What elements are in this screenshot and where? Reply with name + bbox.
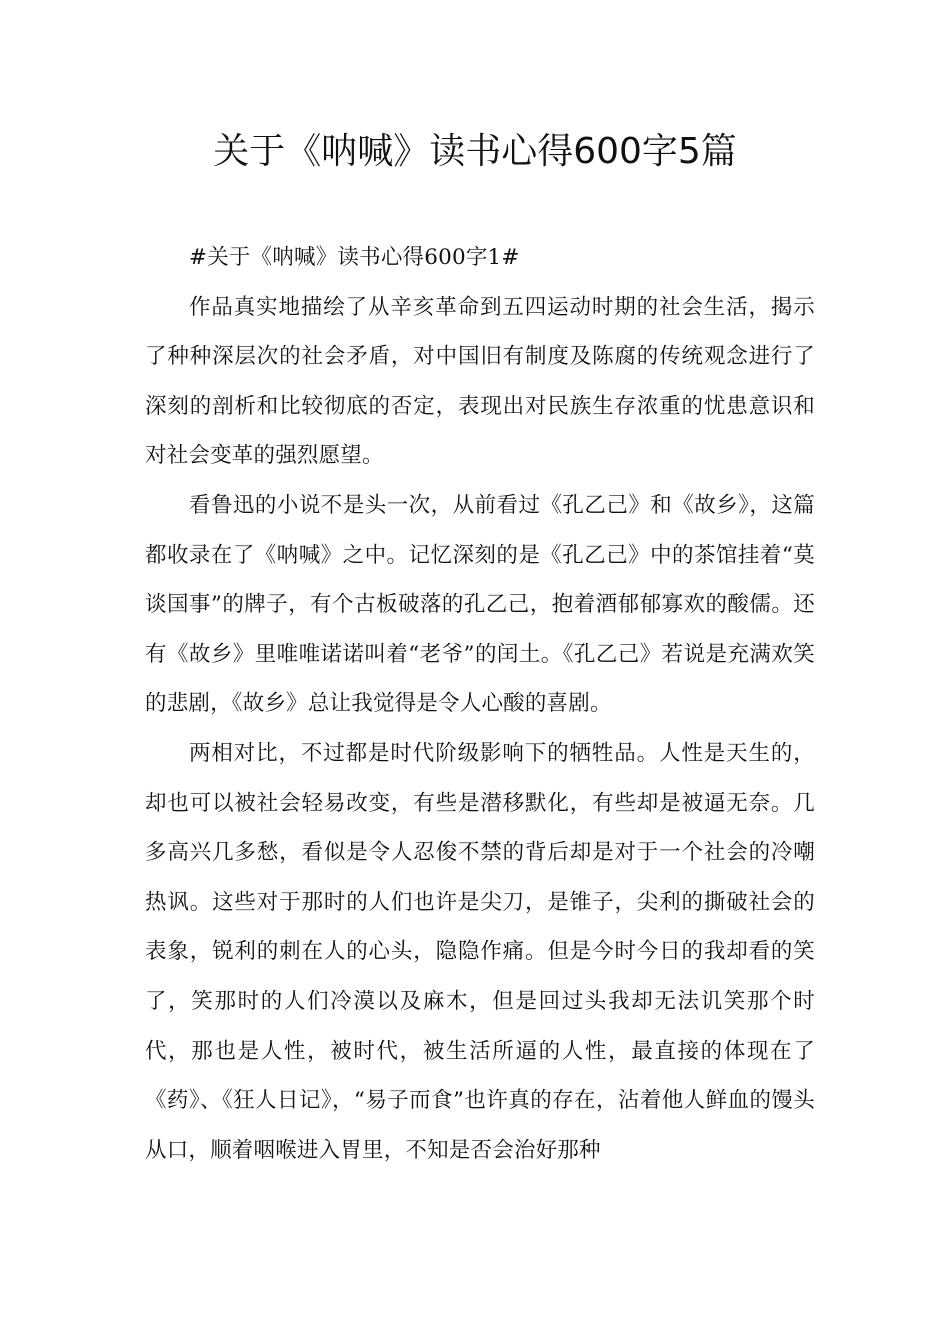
section-heading: #关于《呐喊》读书心得600字1#	[189, 245, 520, 270]
paragraph-3: 两相对比，不过都是时代阶级影响下的牺牲品。人性是天生的，却也可以被社会轻易改变，有些是潜移默化，有些却是被逼无奈。几多高兴几多愁，看似是令人忍俊不禁的背后却是对于一个社会的冷嘲热讽。这些对于那时的人们也许是尖刀，是锥子，尖利的撕破社会的表象，锐利的刺在人的心头，隐隐作痛。但是今时今日的我却看的笑了，笑那时的人们冷漠以及麻木，但是回过头我却无法讥笑那个时代，那也是人性，被时代，被生活所逼的人性，最直接的体现在了《药》、《狂人日记》，“易子而食”也许真的存在，沾着他人鲜血的馒头从口，顺着咽喉进入胃里，不知是否会治好那种	[145, 740, 815, 1163]
document-title: 关于《呐喊》读书心得600字5篇	[213, 131, 737, 172]
paragraph-2: 看鲁迅的小说不是头一次，从前看过《孔乙己》和《故乡》，这篇都收录在了《呐喊》之中。记忆深刻的是《孔乙己》中的茶馆挂着“莫谈国事”的牌子，有个古板破落的孔乙己，抱着酒郁郁寡欢的酸儒。还有《故乡》里唯唯诺诺叫着“老爷”的闰土。《孔乙己》若说是充满欢笑的悲剧，《故乡》总让我觉得是令人心酸的喜剧。	[145, 492, 815, 717]
paragraph-1: 作品真实地描绘了从辛亥革命到五四运动时期的社会生活，揭示了种种深层次的社会矛盾，对中国旧有制度及陈腐的传统观念进行了深刻的剖析和比较彻底的否定，表现出对民族生存浓重的忧患意识和对社会变革的强烈愿望。	[145, 294, 815, 469]
document-body	[145, 233, 815, 1175]
